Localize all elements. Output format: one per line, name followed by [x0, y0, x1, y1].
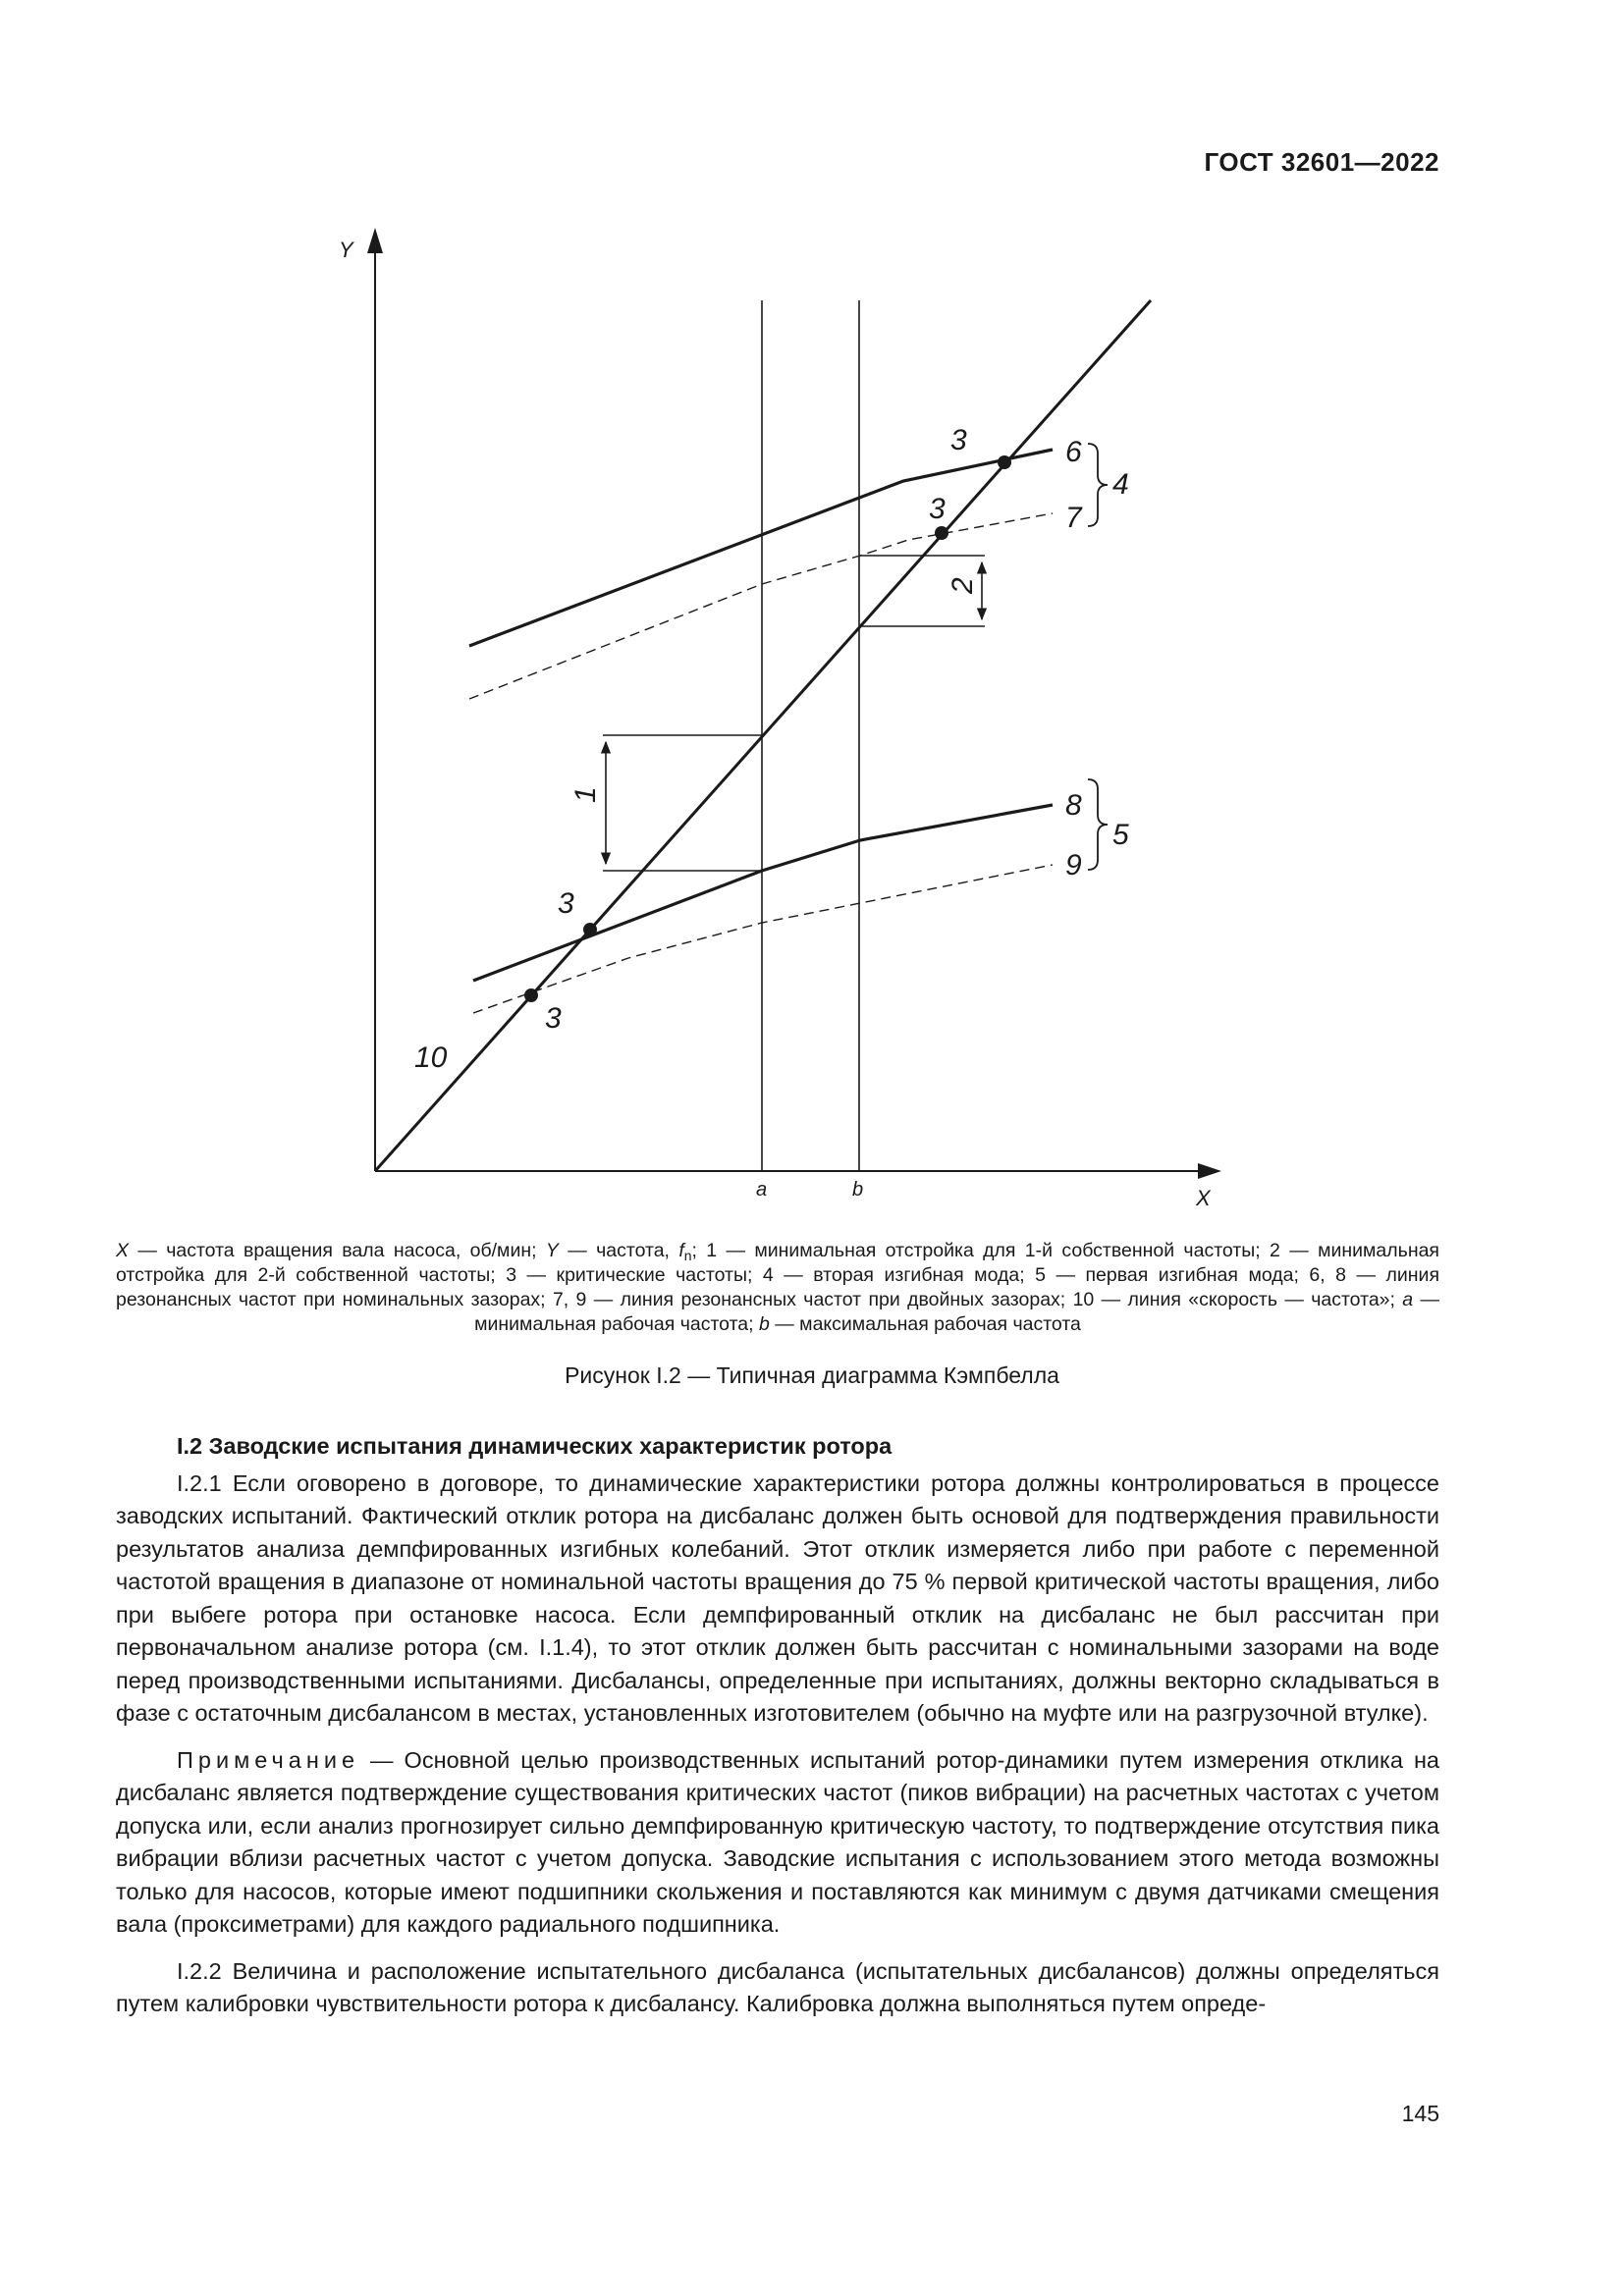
label-1: 1 — [569, 786, 602, 803]
tick-b-label: b — [852, 1179, 864, 1201]
label-9: 9 — [1065, 849, 1082, 881]
section-body — [116, 1430, 1439, 2035]
critical-point — [998, 455, 1011, 469]
critical-point — [583, 923, 597, 936]
paragraph-i21: I.2.1 Если оговорено в договоре, то динамические характеристики ротора должны контролироваться в процессе заводских испытаний. Фактический отклик ротора на дисбаланс должен быть основой для подтверждения правильности результатов анализа демпфированных изгибных колебаний. Этот отклик измеряется либо при работе с переменной частотой вращения в диапазоне от номинальной частоты вращения до 75 % первой критической частоты вращения, либо при выбеге ротора при остановке насоса. Если демпфированный отклик на дисбаланс не был рассчитан при первоначальном анализе ротора (см. I.1.4), то этот отклик должен быть рассчитан с номинальными зазорами на воде перед производственными испытаниями. Дисбалансы, определенные при испытаниях, должны векторно складываться в фазе с остаточным дисбалансом в местах, установленных изготовителем (обычно на муфте или на разгрузочной втулке). — [116, 1469, 1439, 1726]
tick-a-label: a — [756, 1179, 768, 1201]
line-7-double-clearance — [469, 513, 1053, 699]
x-axis-label: X — [1196, 1186, 1211, 1210]
label-6: 6 — [1065, 436, 1082, 468]
label-3: 3 — [950, 424, 967, 456]
label-2: 2 — [947, 577, 979, 594]
figure-caption: Рисунок I.2 — Типичная диаграмма Кэмпбелла — [565, 1362, 1059, 1388]
brace-4 — [1088, 444, 1108, 526]
label-4: 4 — [1112, 468, 1129, 501]
line-6-nominal-clearance — [469, 450, 1053, 646]
y-axis-label: Y — [339, 238, 353, 262]
label-5: 5 — [1112, 819, 1129, 851]
critical-point — [935, 526, 948, 540]
label-7: 7 — [1065, 502, 1082, 534]
brace-5 — [1088, 779, 1108, 870]
section-heading: I.2 Заводские испытания динамических характеристик ротора — [177, 1433, 893, 1459]
document-header: ГОСТ 32601—2022 — [1204, 147, 1439, 177]
label-3: 3 — [545, 1002, 562, 1035]
paragraph-i22: I.2.2 Величина и расположение испытательного дисбаланса (испытательных дисбалансов) должны определяться путем калибровки чувствительности ротора к дисбалансу. Калибровка должна выполняться путем опреде- — [116, 1957, 1439, 2016]
speed-frequency-line — [375, 300, 1151, 1171]
label-8: 8 — [1065, 789, 1082, 822]
label-3: 3 — [929, 493, 946, 525]
label-3: 3 — [558, 887, 574, 920]
label-10: 10 — [414, 1041, 448, 1074]
page-number: 145 — [1401, 2101, 1439, 2126]
note-label: Примечание — [177, 1746, 360, 1773]
figure-legend: X — частота вращения вала насоса, об/мин; Y — частота, $f_n$; 1 — минимальная отстройка для 1-й собственной частоты; 2 — минимальная отстройка для 2-й собственной частоты; 3 — критические частоты; 4 — вторая изгибная мода; 5 — первая изгибная мода; 6, 8 — линия резонансных частот при номинальных зазорах; 7, 9 — линия резонансных частот при двойных зазорах; 10 — линия «скорость — частота»; a — минимальная рабочая частота; b — максимальная рабочая частота — [116, 1240, 1439, 1335]
note-paragraph: Примечание — Основной целью производственных испытаний ротор-динамики путем измерения отклика на дисбаланс является подтверждение существования критических частот (пиков вибрации) на расчетных частотах с учетом допуска или, если анализ прогнозирует сильно демпфированную критическую частоту, то подтверждение отсутствия пика вибрации вблизи расчетных частот с учетом допуска. Заводские испытания с использованием этого метода возможны только для насосов, которые имеют подшипники скольжения и поставляются как минимум с двумя датчиками смещения вала (проксиметрами) для каждого радиального подшипника. — [116, 1746, 1439, 1937]
critical-point — [524, 988, 538, 1002]
